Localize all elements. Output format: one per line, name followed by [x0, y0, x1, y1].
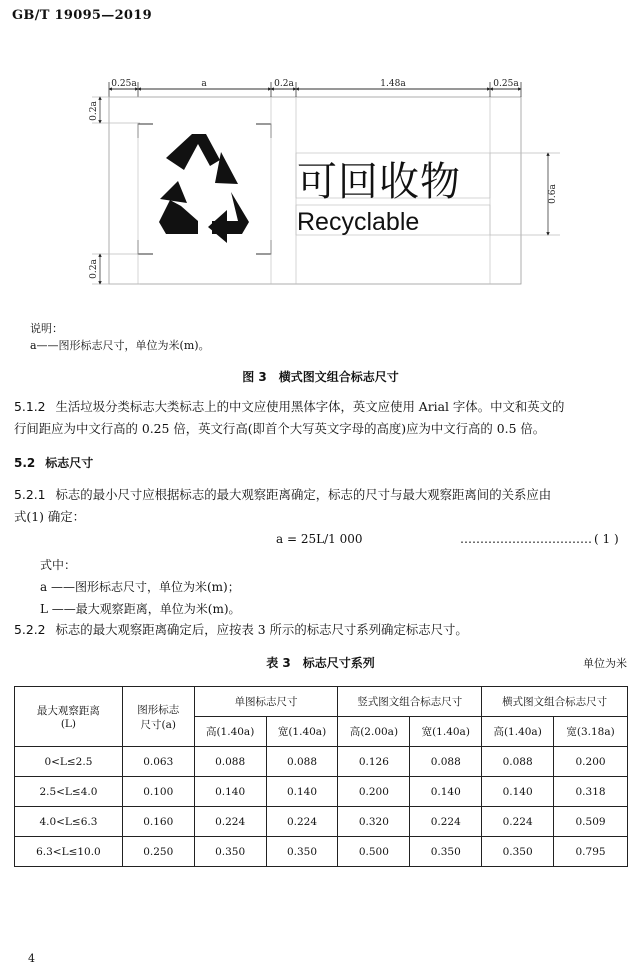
table-cell: 6.3<L≤10.0 [15, 837, 123, 867]
table-row [15, 837, 628, 867]
header-single: 单图标志尺寸 [194, 687, 338, 717]
header-symbol-size: 图形标志 尺寸(a) [122, 687, 194, 747]
where-label: 式中： [40, 558, 77, 572]
table-unit: 单位为米 [583, 657, 627, 670]
notes-label: 说明： [30, 322, 63, 335]
clause-5-1-2 [14, 396, 628, 440]
table-cell: 0.795 [554, 837, 628, 867]
table-cell: 0.350 [482, 837, 554, 867]
table-cell: 0.126 [338, 747, 410, 777]
where-L: L ——最大观察距离，单位为米(m)。 [40, 602, 241, 616]
notes-item: a——图形标志尺寸，单位为米(m)。 [30, 339, 210, 352]
table-cell: 0.088 [194, 747, 266, 777]
dim-label-top-2: a [201, 79, 207, 89]
subheader: 宽(3.18a) [554, 717, 628, 747]
clause-text-line2: 式(1) 确定： [14, 509, 86, 524]
table-cell: 0.224 [410, 807, 482, 837]
formula-number: ( 1 ) [594, 532, 619, 546]
table-cell: 0.140 [410, 777, 482, 807]
sign-chinese-text: 可回收物 [297, 159, 461, 205]
clause-text-line1: 标志的最小尺寸应根据标志的最大观察距离确定，标志的尺寸与最大观察距离间的关系应由 [55, 487, 552, 502]
dimension-figure [89, 78, 558, 286]
table-cell: 0.140 [194, 777, 266, 807]
table-cell: 2.5<L≤4.0 [15, 777, 123, 807]
table-cell: 0.224 [482, 807, 554, 837]
table-cell: 0.088 [410, 747, 482, 777]
where-a: a ——图形标志尺寸，单位为米(m)； [40, 580, 240, 594]
table-cell: 0<L≤2.5 [15, 747, 123, 777]
page-number: 4 [28, 952, 35, 965]
dim-label-top-4: 1.48a [380, 79, 406, 89]
table-cell: 0.088 [482, 747, 554, 777]
table-row [15, 807, 628, 837]
recycle-triangle-icon [159, 134, 249, 243]
subheader: 高(2.00a) [338, 717, 410, 747]
dim-label-left-1: 0.2a [89, 101, 99, 121]
header-horizontal: 横式图文组合标志尺寸 [482, 687, 628, 717]
clause-number: 5.1.2 [14, 399, 46, 414]
table-cell: 0.140 [482, 777, 554, 807]
header-vertical: 竖式图文组合标志尺寸 [338, 687, 482, 717]
table-cell: 0.509 [554, 807, 628, 837]
header-distance: 最大观察距离 (L) [15, 687, 123, 747]
table-cell: 0.350 [194, 837, 266, 867]
table-caption: 表 3 标志尺寸系列 [266, 656, 375, 670]
table-cell: 0.320 [338, 807, 410, 837]
figure-caption: 图 3 横式图文组合标志尺寸 [242, 370, 399, 384]
sign-english-text: Recyclable [297, 208, 420, 236]
dim-label-right: 0.6a [548, 184, 558, 204]
subheader: 宽(1.40a) [266, 717, 338, 747]
dim-label-top-3: 0.2a [274, 79, 294, 89]
clause-5-2-2 [14, 619, 628, 641]
section-title: 标志尺寸 [45, 456, 94, 470]
standard-header: GB/T 19095—2019 [12, 8, 152, 23]
table-cell: 4.0<L≤6.3 [15, 807, 123, 837]
clause-text: 标志的最大观察距离确定后，应按表 3 所示的标志尺寸系列确定标志尺寸。 [55, 622, 468, 637]
table-cell: 0.350 [266, 837, 338, 867]
table-cell: 0.224 [266, 807, 338, 837]
dim-label-left-2: 0.2a [89, 259, 99, 279]
table-cell: 0.318 [554, 777, 628, 807]
clause-5-2-1 [14, 484, 628, 528]
table-cell: 0.063 [122, 747, 194, 777]
clause-number: 5.2.1 [14, 487, 46, 502]
dim-label-top-1: 0.25a [111, 79, 137, 89]
size-table [14, 686, 628, 867]
clause-number: 5.2.2 [14, 622, 46, 637]
formula-leader-dots: …………………………… [460, 532, 592, 546]
subheader: 宽(1.40a) [410, 717, 482, 747]
section-5-2-heading [14, 452, 628, 474]
table-cell: 0.350 [410, 837, 482, 867]
table-cell: 0.200 [338, 777, 410, 807]
subheader: 高(1.40a) [482, 717, 554, 747]
table-cell: 0.088 [266, 747, 338, 777]
section-number: 5.2 [14, 456, 36, 470]
table-row [15, 777, 628, 807]
table-cell: 0.224 [194, 807, 266, 837]
dim-label-top-5: 0.25a [493, 79, 519, 89]
table-cell: 0.140 [266, 777, 338, 807]
formula-expression: a = 25L/1 000 [276, 532, 363, 546]
table-cell: 0.200 [554, 747, 628, 777]
table-cell: 0.160 [122, 807, 194, 837]
clause-text-line1: 生活垃圾分类标志大类标志上的中文应使用黑体字体，英文应使用 Arial 字体。中文和英文的 [55, 399, 565, 414]
clause-text-line2: 行间距应为中文行高的 0.25 倍，英文行高(即首个大写英文字母的高度)应为中文行高的 0.5 倍。 [14, 421, 546, 436]
table-cell: 0.500 [338, 837, 410, 867]
table-row [15, 747, 628, 777]
subheader: 高(1.40a) [194, 717, 266, 747]
table-cell: 0.250 [122, 837, 194, 867]
table-cell: 0.100 [122, 777, 194, 807]
